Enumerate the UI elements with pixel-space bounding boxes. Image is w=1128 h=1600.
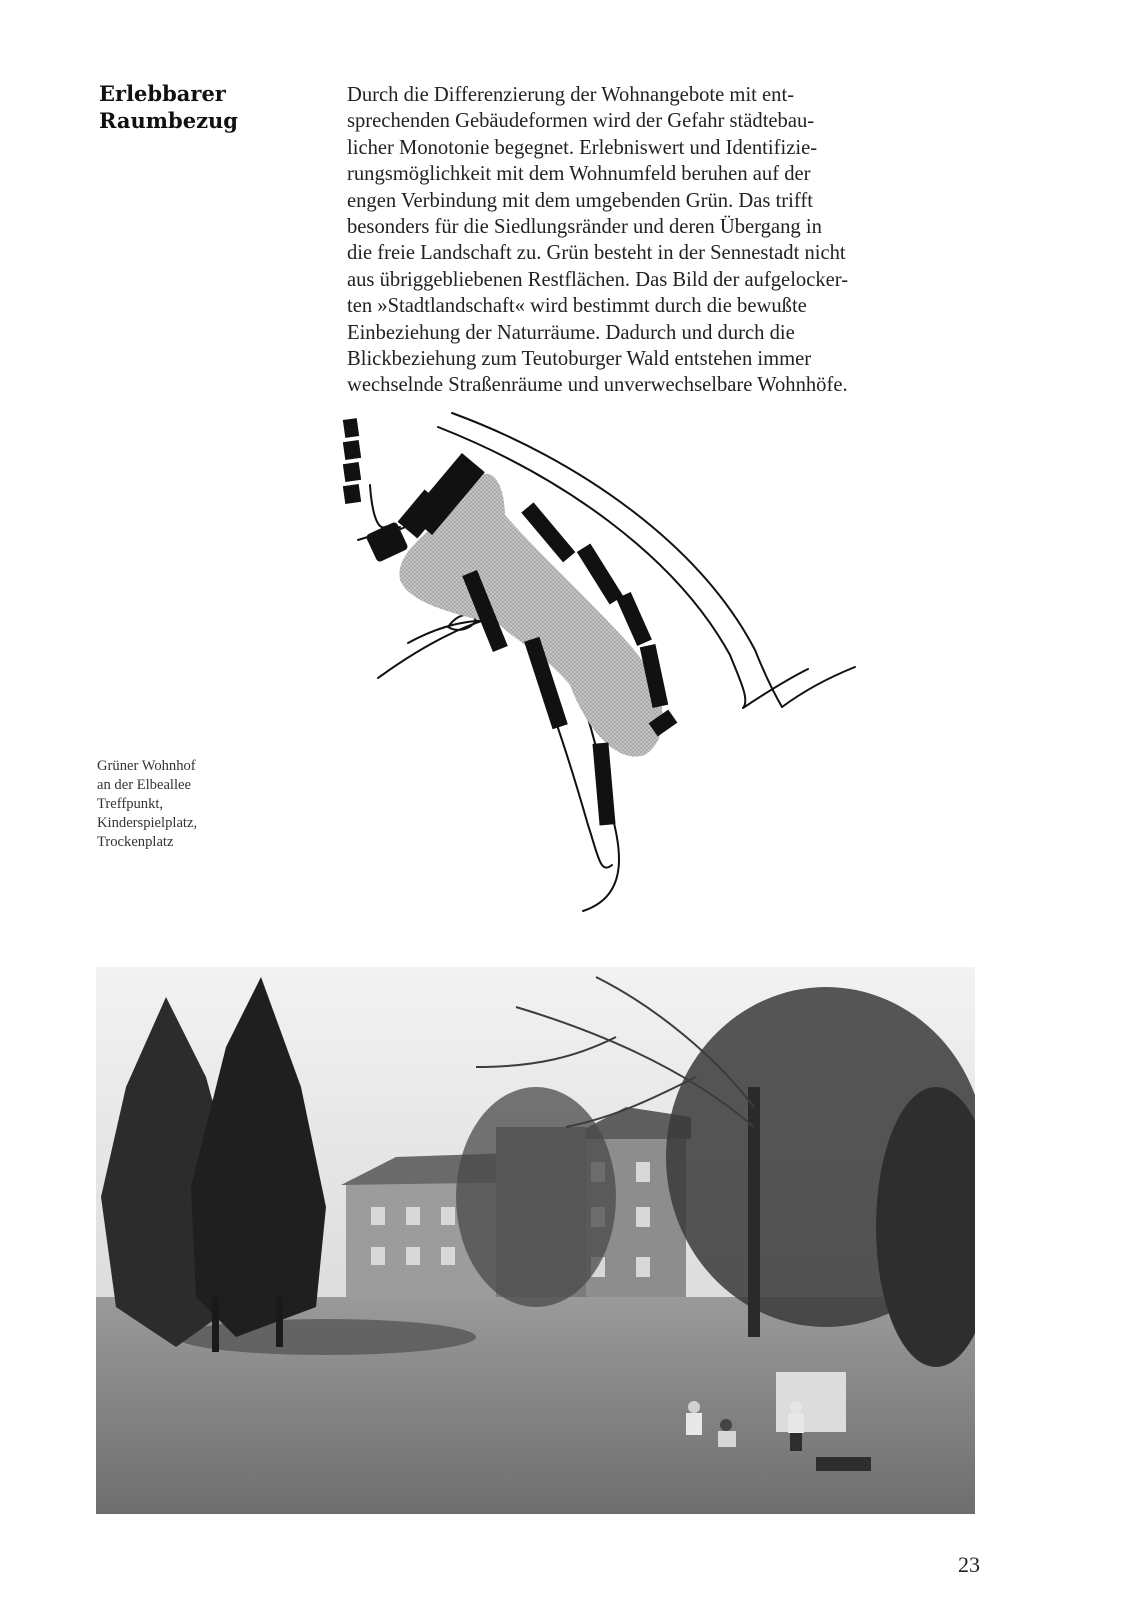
body-line: sprechenden Gebäudeformen wird der Gefahr städtebau- — [347, 110, 815, 133]
crossing-road-lower — [782, 667, 855, 707]
child-head — [688, 1401, 700, 1413]
heading-line-1: Erlebbarer — [99, 81, 226, 106]
body-line: aus übriggebliebenen Restflächen. Das Bild der aufgelocker- — [347, 268, 849, 291]
window — [636, 1162, 650, 1182]
window — [636, 1257, 650, 1277]
body-line: Blickbeziehung zum Teutoburger Wald entstehen immer — [347, 348, 812, 371]
heading-line-2: Raumbezug — [99, 108, 238, 133]
body-paragraph — [347, 82, 987, 399]
child-body — [718, 1431, 736, 1447]
building-curve-2 — [577, 543, 623, 604]
body-line: rungsmöglichkeit mit dem Wohnumfeld beruhen auf der — [347, 163, 811, 186]
crossing-road-upper — [743, 669, 808, 708]
page-number: 23 — [958, 1552, 980, 1577]
child-head — [720, 1419, 732, 1431]
caption-line: Kinderspielplatz, — [97, 815, 198, 831]
body-line: ten »Stadtlandschaft« wird bestimmt durch die bewußte — [347, 295, 807, 318]
caption-line: Grüner Wohnhof — [97, 758, 196, 774]
body-line: Durch die Differenzierung der Wohnangebote mit ent- — [347, 84, 795, 106]
tree-trunk — [276, 1297, 283, 1347]
courtyard-photograph — [96, 967, 975, 1514]
play-structure — [776, 1372, 846, 1432]
body-line: die freie Landschaft zu. Grün besteht in der Sennestadt nicht — [347, 242, 846, 265]
building-small-4 — [343, 484, 361, 504]
caption-line: Trockenplatz — [97, 834, 174, 850]
caption-line: Treffpunkt, — [97, 796, 164, 812]
window — [371, 1207, 385, 1225]
window — [441, 1247, 455, 1265]
building-small-3 — [343, 462, 361, 482]
toy-cart — [816, 1457, 871, 1471]
tree-trunk — [212, 1297, 219, 1352]
body-line: engen Verbindung mit dem umgebenden Grün. Das trifft — [347, 189, 813, 212]
body-line: licher Monotonie begegnet. Erlebniswert und Identifizie- — [347, 136, 818, 159]
tree-shadow — [176, 1319, 476, 1355]
body-line: Einbeziehung der Naturräume. Dadurch und durch die — [347, 321, 795, 344]
window — [406, 1247, 420, 1265]
caption-line: an der Elbeallee — [97, 777, 191, 793]
window — [371, 1247, 385, 1265]
body-line: besonders für die Siedlungsränder und deren Übergang in — [347, 216, 822, 239]
site-plan-diagram — [330, 405, 900, 935]
window — [441, 1207, 455, 1225]
window — [636, 1207, 650, 1227]
body-line: wechselnde Straßenräume und unverwechselbare Wohnhöfe. — [347, 374, 848, 397]
child-legs — [790, 1433, 802, 1451]
figure-caption — [97, 757, 267, 852]
building-inner-3 — [592, 742, 615, 825]
window — [406, 1207, 420, 1225]
building-small-1 — [343, 418, 359, 438]
child-body — [686, 1413, 702, 1435]
section-heading — [99, 80, 299, 134]
building-small-2 — [343, 440, 361, 460]
